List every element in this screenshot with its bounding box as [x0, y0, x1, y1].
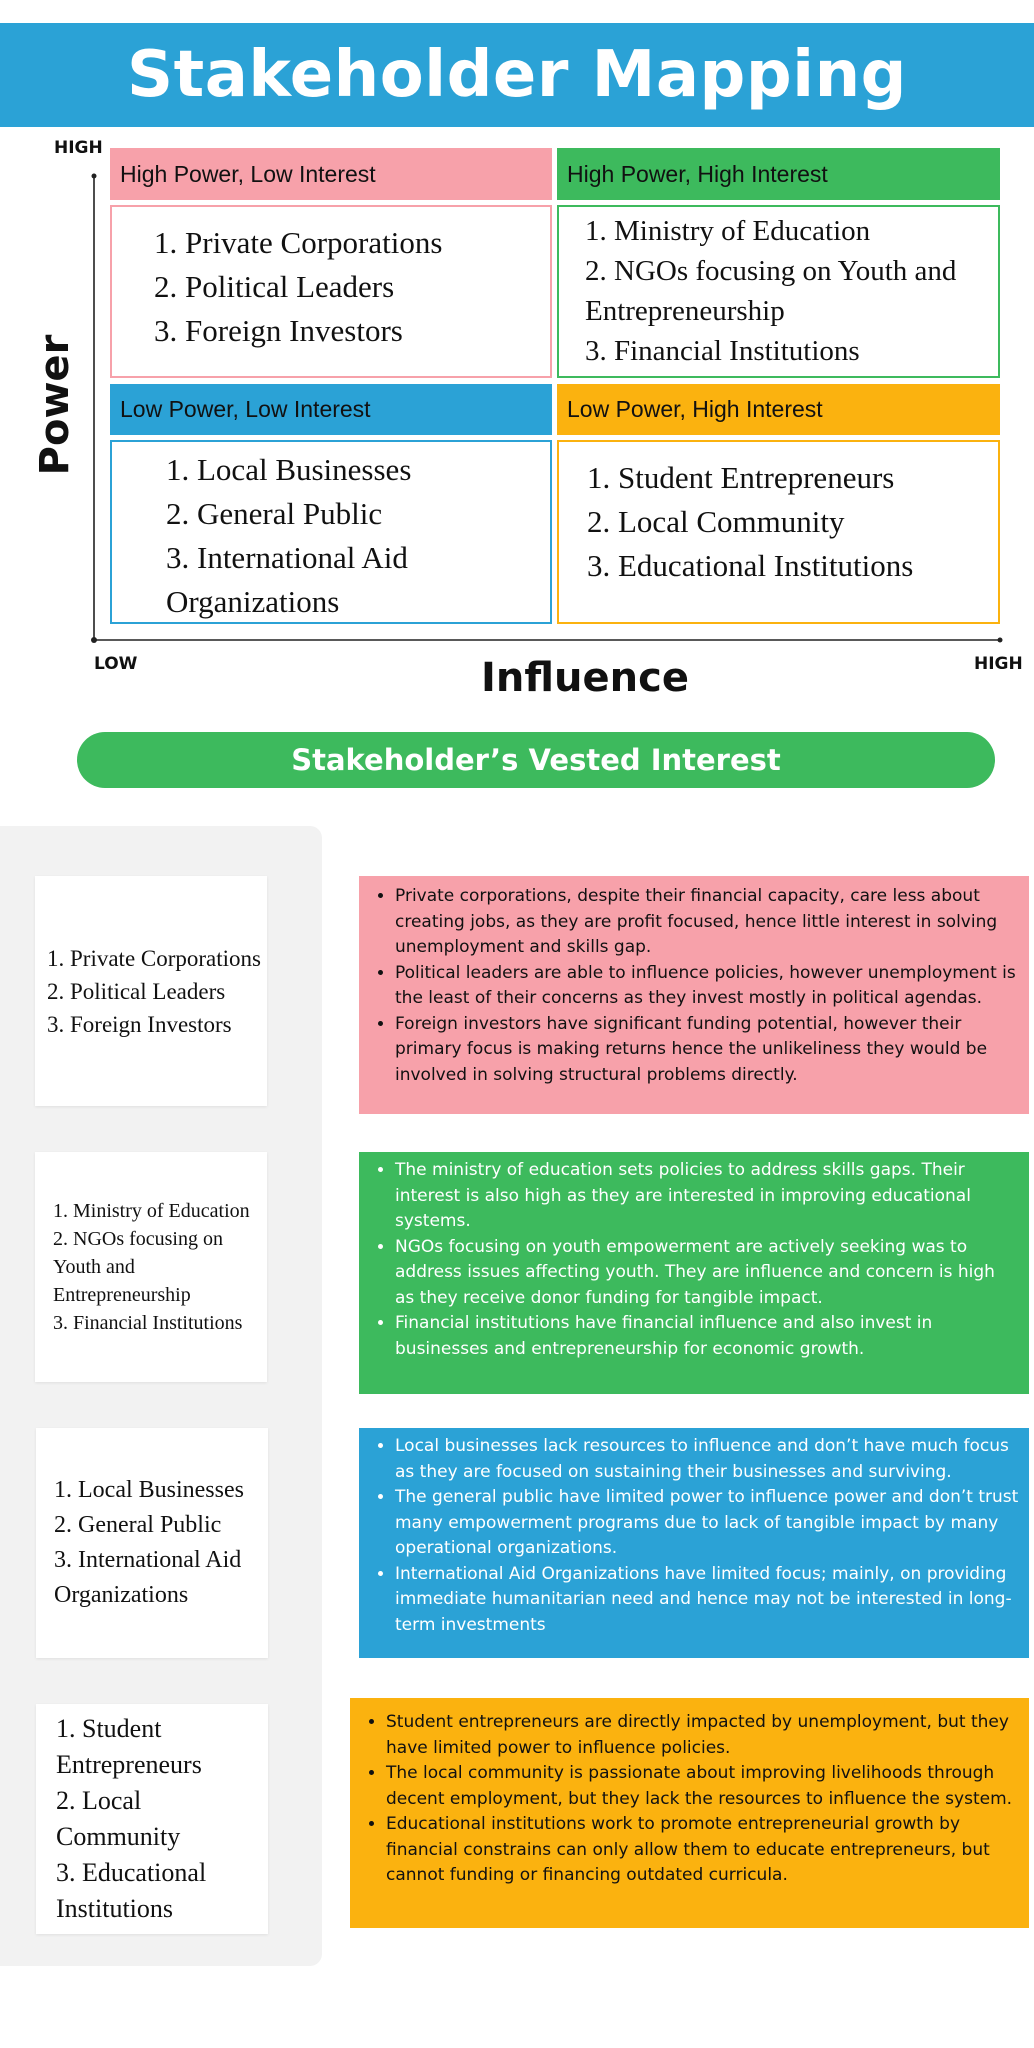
stakeholder-card — [36, 1428, 268, 1658]
quadrant-heading: Low Power, High Interest — [567, 396, 823, 422]
vested-point: • Foreign investors have significant funding potential, however their primary focus is making returns hence the unlikeliness they would be involved in solving structural problems directly. — [395, 1012, 1019, 1089]
stakeholder-name: 1. Student Entrepreneurs — [56, 1714, 202, 1779]
vested-point: • The local community is passionate about improving livelihoods through decent employment, but they lack the resources to influence the system. — [386, 1761, 1019, 1812]
quadrant-low-power-low-interest-body — [110, 440, 552, 624]
stakeholder-name: 1. Private Corporations — [47, 945, 261, 971]
stakeholder-name: 3. Foreign Investors — [47, 1011, 232, 1037]
stakeholder-name: 2. Political Leaders — [47, 978, 226, 1004]
stakeholder-card — [36, 1704, 268, 1934]
stakeholder-name: 3. Educational Institutions — [56, 1858, 207, 1923]
vested-interest-box-blue — [359, 1428, 1029, 1658]
stakeholder-name: 2. Local Community — [56, 1786, 181, 1851]
quadrant-item: 3. International Aid Organizations — [166, 540, 408, 619]
quadrant-high-power-high-interest-body — [557, 205, 1000, 378]
stakeholder-name: 1. Local Businesses — [54, 1477, 244, 1503]
quadrant-item: 2. General Public — [166, 496, 383, 531]
y-axis-title: Power — [32, 334, 78, 476]
vested-point: • Student entrepreneurs are directly impacted by unemployment, but they have limited power to influence policies. — [386, 1710, 1019, 1761]
quadrant-item: 3. Financial Institutions — [585, 335, 860, 367]
vested-point: • Political leaders are able to influence policies, however unemployment is the least of their concerns as they invest mostly in political agendas. — [395, 961, 1019, 1012]
vested-point: • Private corporations, despite their financial capacity, care less about creating jobs, as they are profit focused, hence little interest in solving unemployment and skills gap. — [395, 884, 1019, 961]
quadrant-high-power-low-interest-header — [110, 148, 552, 200]
stakeholder-name: 1. Ministry of Education — [53, 1200, 250, 1222]
quadrant-item: 1. Student Entrepreneurs — [587, 460, 895, 495]
quadrant-item: 2. Local Community — [587, 504, 845, 539]
stakeholder-card — [35, 876, 267, 1106]
stakeholder-name: 2. NGOs focusing on Youth and Entrepreneurship — [53, 1228, 223, 1306]
quadrant-heading: High Power, High Interest — [567, 160, 828, 187]
vested-point: • The general public have limited power to influence power and don’t trust many empowerment programs due to lack of tangible impact by many operational organizations. — [395, 1485, 1019, 1562]
quadrant-item: 1. Local Businesses — [166, 452, 412, 487]
vested-point: • Educational institutions work to promote entrepreneurial growth by financial constrains can only allow them to educate entrepreneurs, but cannot funding or financing outdated curricula. — [386, 1812, 1019, 1889]
quadrant-item: 1. Private Corporations — [154, 225, 443, 260]
x-axis-low-label: LOW — [94, 654, 138, 674]
x-axis-high-label: HIGH — [974, 654, 1023, 674]
quadrant-item: 2. Political Leaders — [154, 269, 395, 304]
quadrant-item: 2. NGOs focusing on Youth and Entrepreneurship — [585, 255, 957, 327]
section-title-pill: Stakeholder’s Vested Interest — [77, 732, 995, 788]
axis-origin-dot — [91, 637, 97, 643]
vested-point: • International Aid Organizations have limited focus; mainly, on providing immediate humanitarian need and hence may not be interested in long-term investments — [395, 1562, 1019, 1639]
x-axis-title: Influence — [481, 655, 689, 701]
vested-point: • NGOs focusing on youth empowerment are actively seeking was to address issues affecting youth. They are influence and concern is high as they receive donor funding for tangible impact. — [395, 1235, 1019, 1312]
vested-interest-box-orange — [350, 1698, 1029, 1928]
vested-point: • Local businesses lack resources to influence and don’t have much focus as they are focused on sustaining their businesses and surviving. — [395, 1434, 1019, 1485]
vested-point: • Financial institutions have financial influence and also invest in businesses and entrepreneurship for economic growth. — [395, 1311, 1019, 1362]
quadrant-item: 1. Ministry of Education — [585, 215, 871, 247]
x-axis-end-dot — [998, 638, 1003, 643]
quadrant-high-power-low-interest-body — [110, 205, 552, 378]
quadrant-low-power-low-interest-header — [110, 384, 552, 435]
quadrant-item: 3. Foreign Investors — [154, 313, 403, 348]
vested-interest-box-pink — [359, 876, 1029, 1114]
stakeholder-name: 3. Financial Institutions — [53, 1312, 243, 1334]
quadrant-heading: High Power, Low Interest — [120, 160, 376, 187]
vested-point: • The ministry of education sets policies to address skills gaps. Their interest is also high as they are interested in improving educational systems. — [395, 1158, 1019, 1235]
quadrant-low-power-high-interest-body — [557, 440, 1000, 624]
y-axis-end-dot — [92, 174, 97, 179]
stakeholder-card — [35, 1152, 267, 1382]
quadrant-heading: Low Power, Low Interest — [120, 396, 371, 422]
page-title: Stakeholder Mapping — [127, 38, 907, 112]
stakeholder-name: 3. International Aid Organizations — [54, 1547, 242, 1608]
quadrant-item: 3. Educational Institutions — [587, 548, 914, 583]
stakeholder-name: 2. General Public — [54, 1512, 222, 1538]
y-axis-high-label: HIGH — [54, 138, 103, 158]
quadrant-low-power-high-interest-header — [557, 384, 1000, 435]
vested-interest-box-green — [359, 1152, 1029, 1394]
quadrant-high-power-high-interest-header — [557, 148, 1000, 200]
